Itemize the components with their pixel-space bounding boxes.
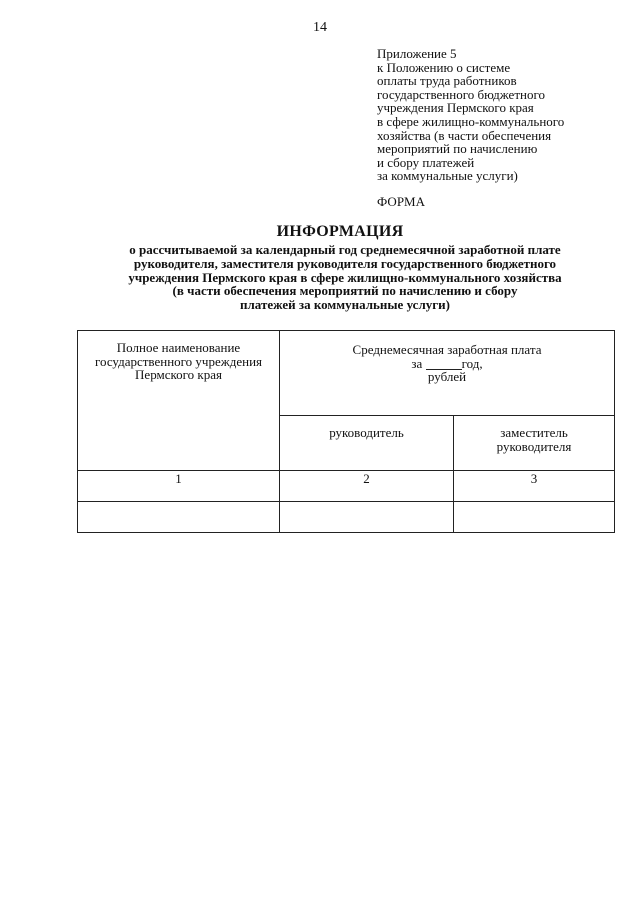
column-number: 1: [78, 471, 280, 502]
header-name-line: государственного учреждения: [94, 353, 263, 369]
table-row-empty: [78, 502, 615, 533]
subtitle-line: (в части обеспечения мероприятий по начислению и сбору: [172, 283, 518, 299]
appendix-line: и сбору платежей: [377, 154, 475, 170]
page-number: 14: [313, 20, 327, 35]
subtitle-line: платежей за коммунальные услуги): [240, 297, 450, 313]
appendix-line: мероприятий по начислению: [377, 141, 538, 157]
document-title: ИНФОРМАЦИЯ: [276, 223, 404, 240]
header-average-salary: [280, 331, 615, 416]
document-subtitle: [70, 243, 620, 312]
header-salary-suffix: год,: [461, 355, 483, 371]
appendix-block: [377, 47, 627, 183]
subheader-director: руководитель: [280, 416, 454, 471]
header-salary-unit: рублей: [427, 369, 467, 384]
appendix-line: оплаты труда работников: [377, 73, 517, 89]
table-cell-empty: [454, 502, 615, 533]
header-salary-year-line: [280, 357, 614, 371]
header-name-line: Полное наименование: [116, 340, 241, 355]
subheader-deputy-line: руководителя: [496, 438, 572, 454]
appendix-line: хозяйства (в части обеспечения: [377, 127, 552, 143]
column-number: 2: [280, 471, 454, 502]
header-institution-name: [78, 331, 280, 471]
subheader-deputy: [454, 416, 615, 471]
header-salary-prefix: за: [411, 355, 423, 371]
appendix-line: учреждения Пермского края: [377, 100, 534, 116]
table-cell-empty: [280, 502, 454, 533]
subheader-deputy-line: заместитель: [500, 425, 568, 440]
appendix-line: к Положению о системе: [377, 59, 511, 75]
subtitle-line: учреждения Пермского края в сфере жилищно-коммунального хозяйства: [128, 269, 562, 285]
salary-info-table: [77, 330, 615, 533]
appendix-line: за коммунальные услуги): [377, 168, 518, 184]
appendix-line: Приложение 5: [377, 46, 457, 61]
appendix-line: государственного бюджетного: [377, 86, 545, 102]
subtitle-line: о рассчитываемой за календарный год среднемесячной заработной плате: [129, 242, 561, 257]
appendix-line: в сфере жилищно-коммунального: [377, 113, 565, 129]
table-header-row: [78, 331, 615, 416]
column-number: 3: [454, 471, 615, 502]
table-row-column-numbers: [78, 471, 615, 502]
form-label: ФОРМА: [377, 194, 425, 209]
subtitle-line: руководителя, заместителя руководителя государственного бюджетного: [133, 255, 557, 271]
header-name-line: Пермского края: [135, 367, 222, 382]
table-cell-empty: [78, 502, 280, 533]
header-salary-line: Среднемесячная заработная плата: [352, 342, 542, 357]
